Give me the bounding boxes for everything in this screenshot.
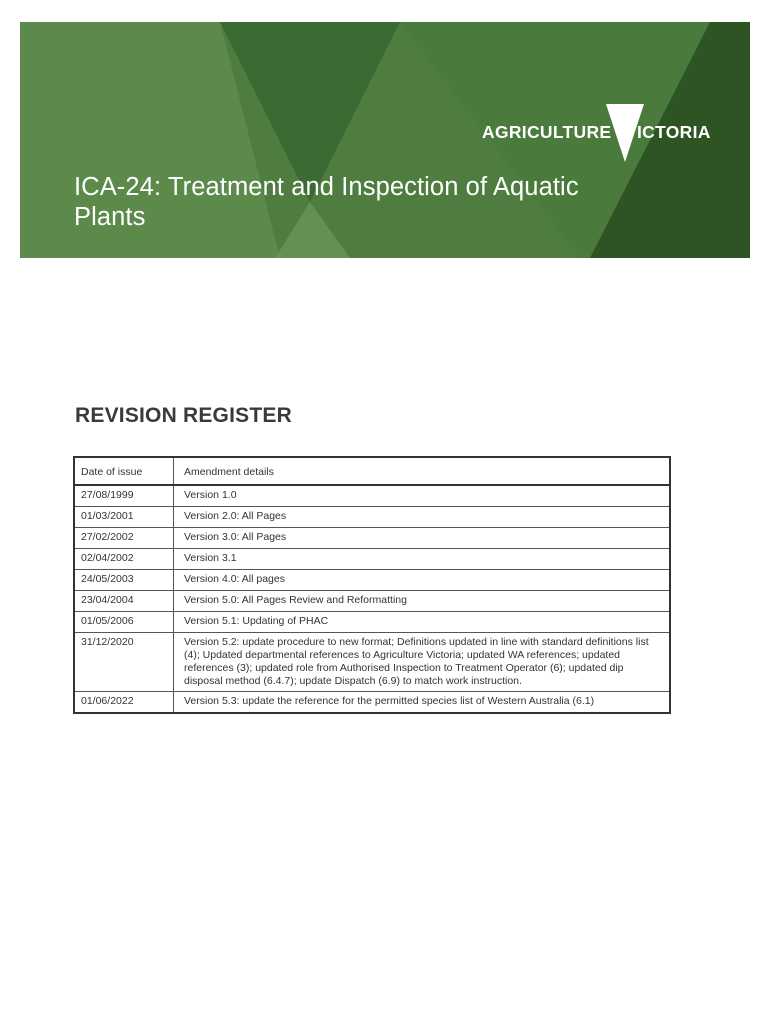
row-details: Version 3.1	[174, 549, 671, 570]
logo-text-agriculture: AGRICULTURE	[482, 122, 612, 142]
revision-register-heading: REVISION REGISTER	[75, 404, 292, 427]
row-details: Version 5.1: Updating of PHAC	[174, 612, 671, 633]
row-details: Version 1.0	[174, 485, 671, 507]
row-details: Version 2.0: All Pages	[174, 507, 671, 528]
row-date: 01/05/2006	[74, 612, 174, 633]
row-date: 02/04/2002	[74, 549, 174, 570]
logo-text-victoria: VICTORIA	[625, 122, 711, 142]
row-date: 01/03/2001	[74, 507, 174, 528]
table-row	[74, 485, 670, 507]
row-details: Version 3.0: All Pages	[174, 528, 671, 549]
revision-register-table	[73, 456, 671, 714]
table-row	[74, 549, 670, 570]
table-row	[74, 570, 670, 591]
row-details: Version 4.0: All pages	[174, 570, 671, 591]
row-details: Version 5.3: update the reference for the permitted species list of Western Australia (6.1)	[174, 692, 671, 714]
column-header-date: Date of issue	[74, 457, 174, 485]
table-row	[74, 591, 670, 612]
table-header-row	[74, 457, 670, 485]
table-row	[74, 528, 670, 549]
column-header-amendment: Amendment details	[174, 457, 671, 485]
table-row	[74, 633, 670, 692]
row-date: 23/04/2004	[74, 591, 174, 612]
document-title: ICA-24: Treatment and Inspection of Aquatic Plants	[74, 173, 579, 231]
row-date: 31/12/2020	[74, 633, 174, 692]
title-banner	[20, 22, 750, 258]
row-date: 24/05/2003	[74, 570, 174, 591]
table-row	[74, 507, 670, 528]
table-row	[74, 692, 670, 714]
agriculture-victoria-logo	[482, 104, 722, 164]
row-date: 27/02/2002	[74, 528, 174, 549]
row-date: 01/06/2022	[74, 692, 174, 714]
row-details: Version 5.0: All Pages Review and Reformatting	[174, 591, 671, 612]
row-date: 27/08/1999	[74, 485, 174, 507]
table-row	[74, 612, 670, 633]
row-details: Version 5.2: update procedure to new format; Definitions updated in line with standard definitions list (4); Updated departmental references to Agriculture Victoria; updated WA references; updated references (3); updated role from Authorised Inspection to Treatment Operator (6); updated dip disposal method (6.4.7); update Dispatch (6.9) to match work instruction.	[174, 633, 671, 692]
